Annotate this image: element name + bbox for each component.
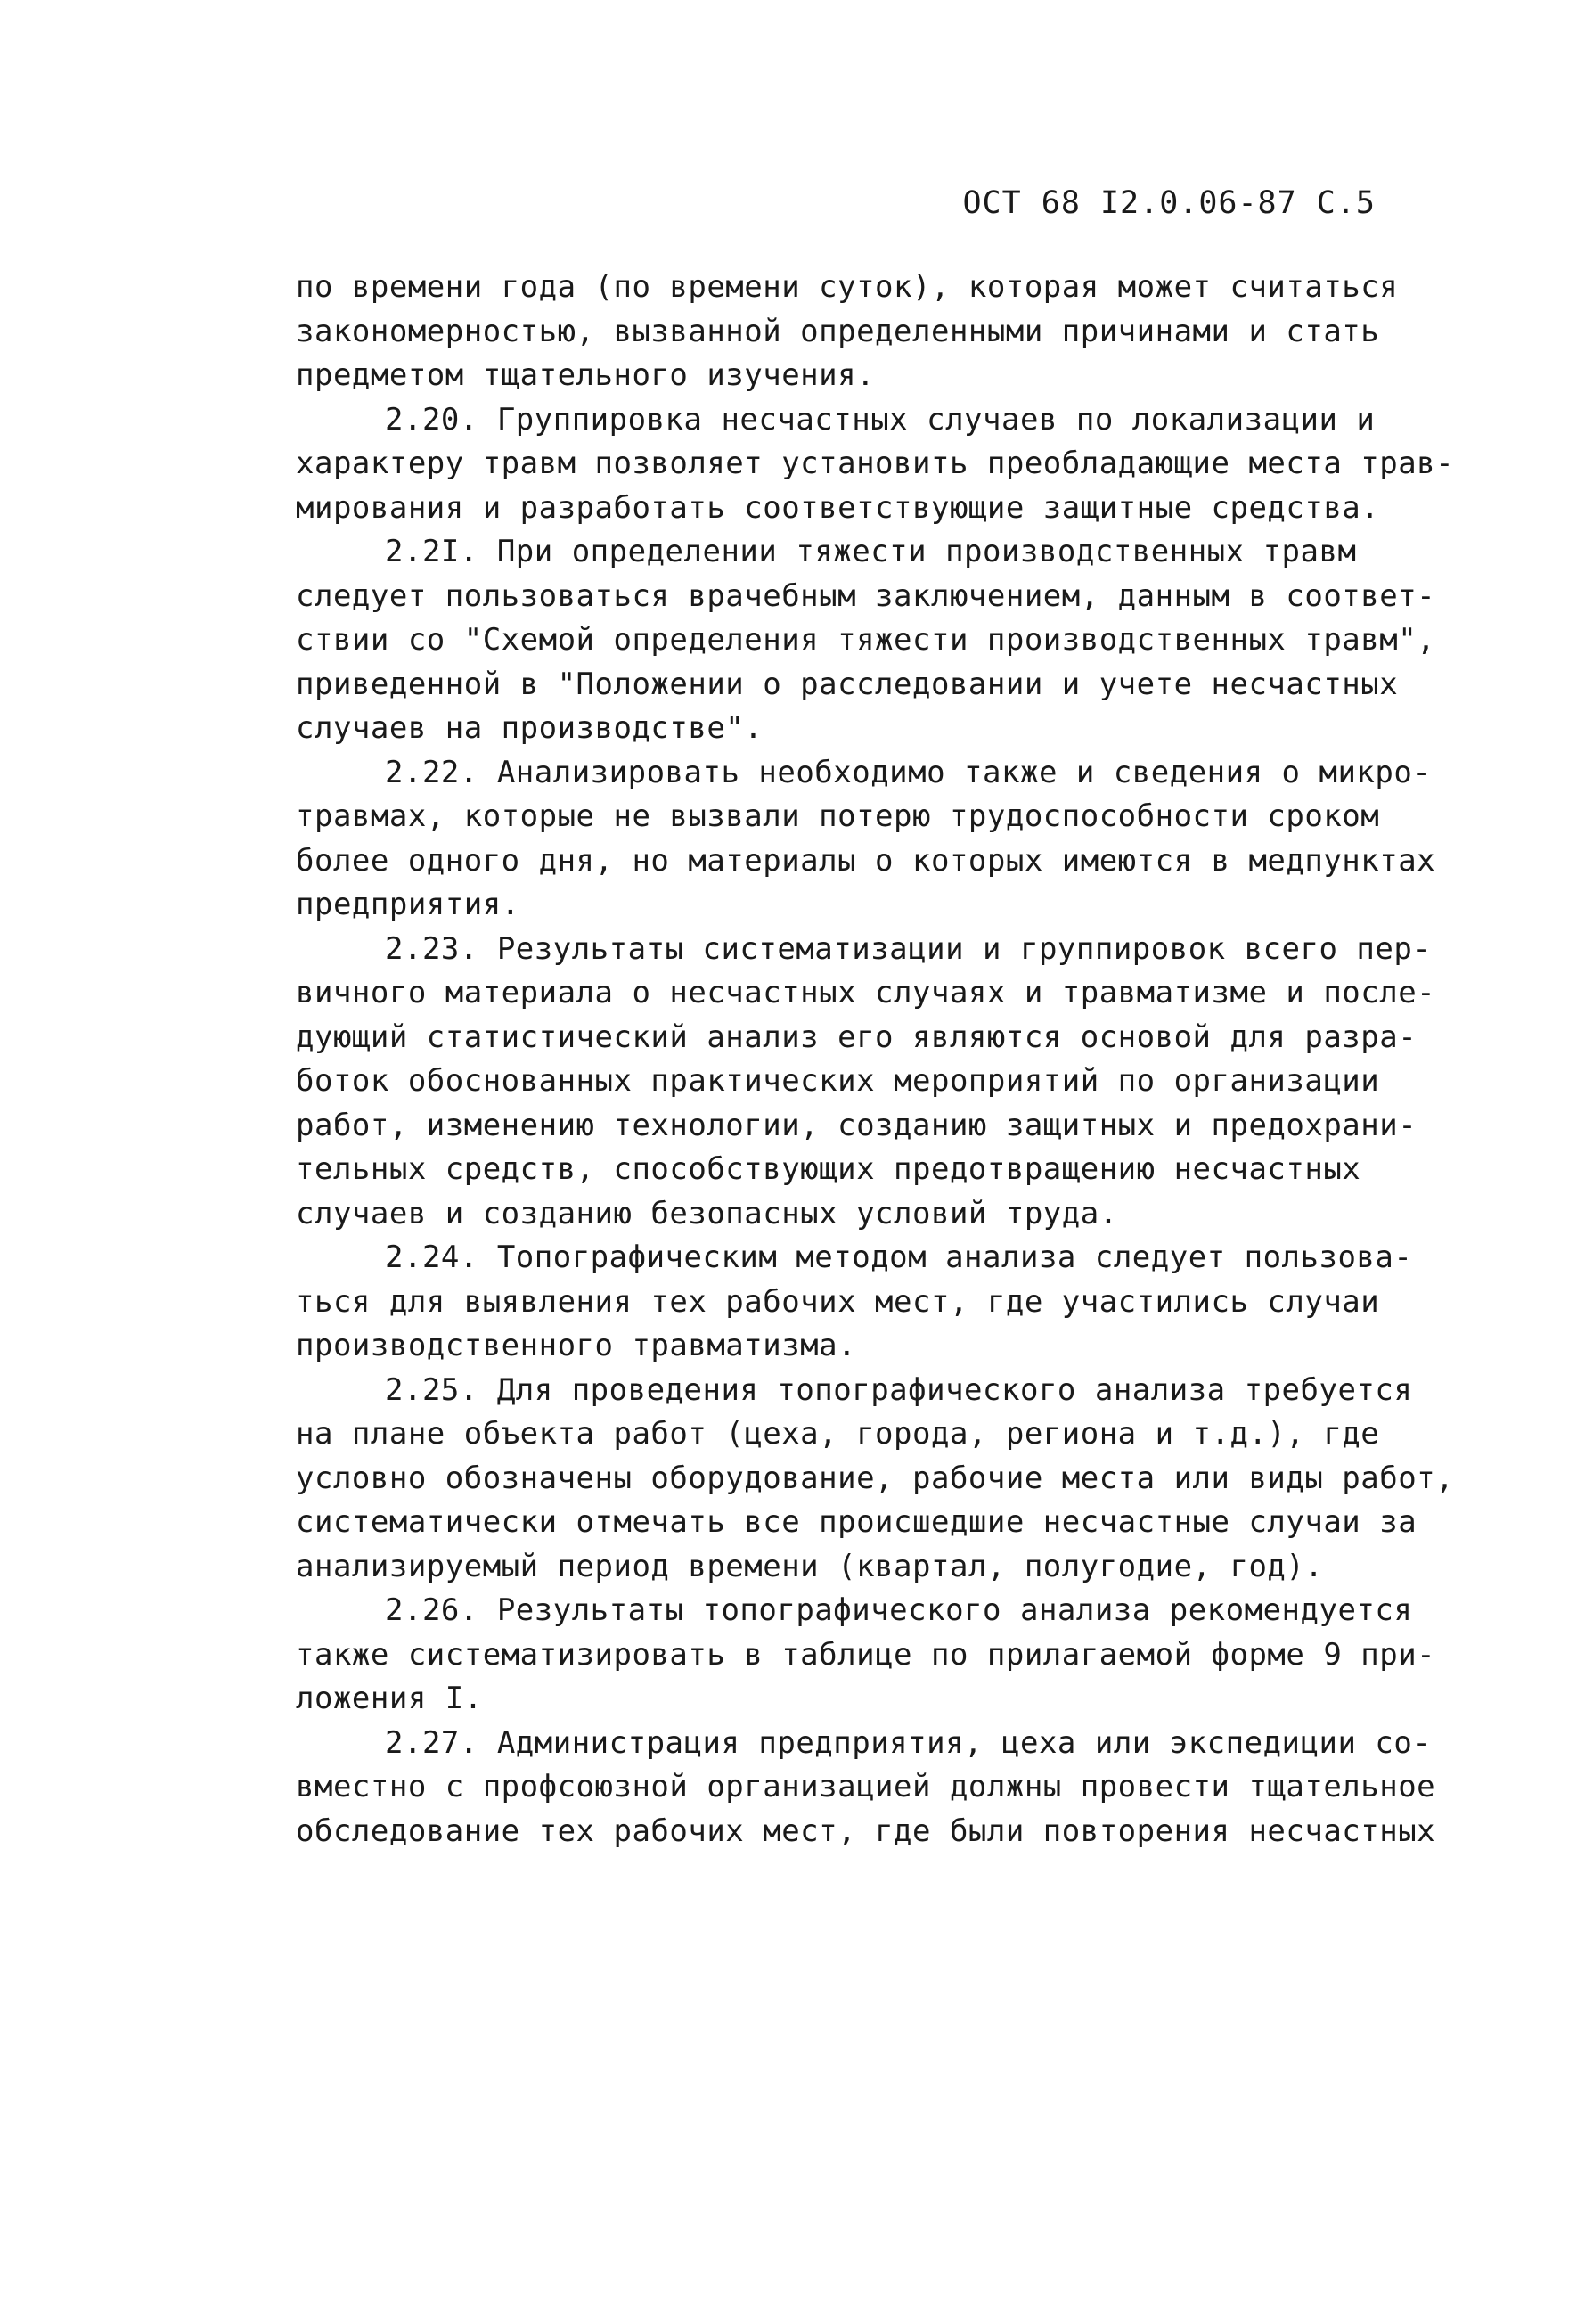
text-line: ложения I. <box>296 1681 483 1716</box>
text-line: производственного травматизма. <box>296 1328 857 1363</box>
text-line: случаев на производстве". <box>296 710 764 746</box>
paragraph-start-2-23: 2.23. Результаты систематизации и группировок всего пер- <box>385 930 1432 967</box>
text-line: мирования и разработать соответствующие защитные средства. <box>296 489 1380 526</box>
text-line: характеру травм позволяет установить преобладающие места трав- <box>296 446 1455 481</box>
paragraph-start-2-21: 2.2I. При определении тяжести производственных травм <box>385 534 1357 569</box>
text-line: дующий статистический анализ его являются основой для разра- <box>296 1019 1417 1055</box>
text-line: боток обоснованных практических мероприятий по организации <box>296 1063 1380 1099</box>
text-line: более одного дня, но материалы о которых имеются в медпунктах <box>296 842 1436 879</box>
text-line: предприятия. <box>296 887 520 922</box>
document-code-header: ОСТ 68 I2.0.06-87 С.5 <box>962 185 1376 221</box>
text-line: по времени года (по времени суток), которая может считаться <box>296 269 1399 305</box>
text-line: следует пользоваться врачебным заключением, данным в соответ- <box>296 577 1436 614</box>
text-line: работ, изменению технологии, созданию защитных и предохрани- <box>296 1107 1417 1143</box>
paragraph-start-2-20: 2.20. Группировка несчастных случаев по локализации и <box>385 401 1376 438</box>
paragraph-start-2-24: 2.24. Топографическим методом анализа следует пользова- <box>385 1240 1413 1275</box>
paragraph-start-2-26: 2.26. Результаты топографического анализа рекомендуется <box>385 1592 1413 1628</box>
text-line: ться для выявления тех рабочих мест, где участились случаи <box>296 1283 1380 1320</box>
text-line: закономерностью, вызванной определенными причинами и стать <box>296 313 1380 349</box>
body-text <box>296 266 1455 1853</box>
text-line: систематически отмечать все происшедшие несчастные случаи за <box>296 1504 1417 1540</box>
text-line: ствии со "Схемой определения тяжести производственных травм", <box>296 622 1436 658</box>
text-line: предметом тщательного изучения. <box>296 357 876 393</box>
text-line: анализируемый период времени (квартал, полугодие, год). <box>296 1548 1324 1584</box>
text-line: на плане объекта работ (цеха, города, региона и т.д.), где <box>296 1416 1380 1452</box>
text-line: вместно с профсоюзной организацией должны провести тщательное <box>296 1769 1436 1804</box>
text-line: также систематизировать в таблице по прилагаемой форме 9 при- <box>296 1636 1436 1673</box>
text-line: травмах, которые не вызвали потерю трудоспособности сроком <box>296 798 1380 834</box>
text-line: тельных средств, способствующих предотвращению несчастных <box>296 1151 1361 1187</box>
text-line: приведенной в "Положении о расследовании и учете несчастных <box>296 666 1399 702</box>
text-line: обследование тех рабочих мест, где были повторения несчастных <box>296 1813 1436 1849</box>
text-line: вичного материала о несчастных случаях и травматизме и после- <box>296 975 1436 1011</box>
text-line: случаев и созданию безопасных условий труда. <box>296 1195 1118 1232</box>
text-line: условно обозначены оборудование, рабочие места или виды работ, <box>296 1460 1455 1496</box>
paragraph-start-2-25: 2.25. Для проведения топографического анализа требуется <box>385 1371 1413 1408</box>
paragraph-start-2-22: 2.22. Анализировать необходимо также и сведения о микро- <box>385 754 1432 790</box>
paragraph-start-2-27: 2.27. Администрация предприятия, цеха или экспедиции со- <box>385 1724 1432 1761</box>
